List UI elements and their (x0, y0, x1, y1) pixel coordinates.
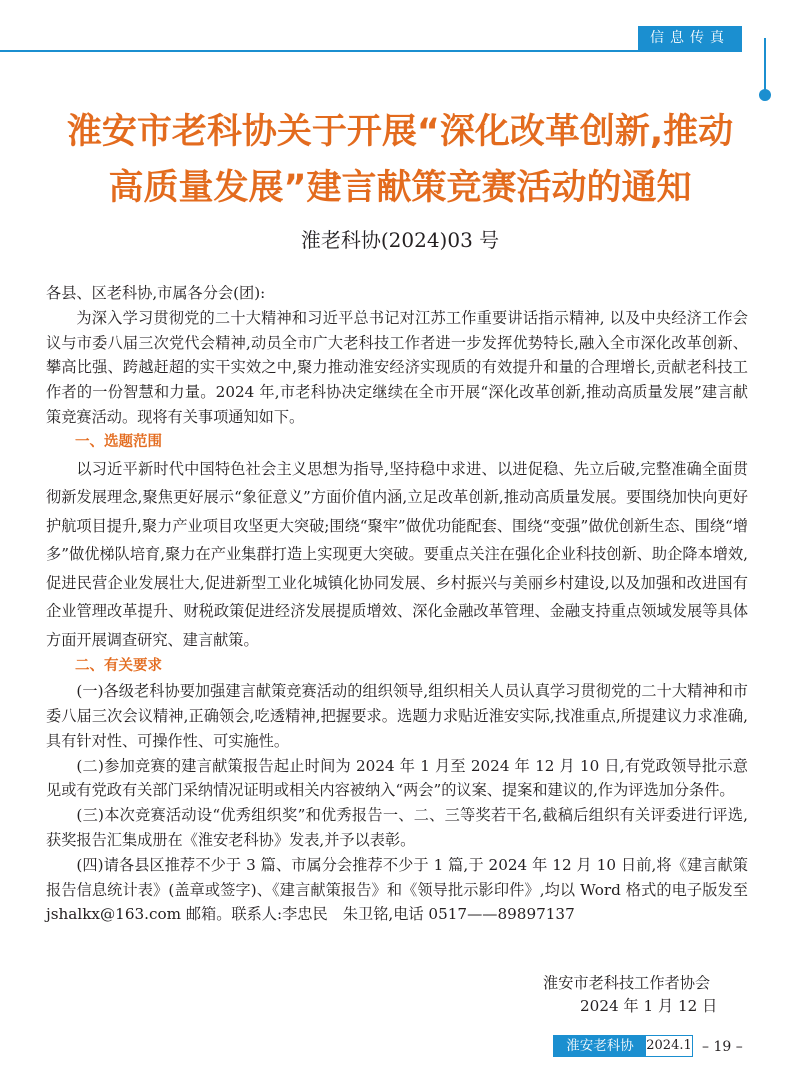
page-number: – 19 – (702, 1039, 743, 1055)
requirement-item-1: (一)各级老科协要加强建言献策竞赛活动的组织领导,组织相关人员认真学习贯彻党的二十大精神和市委八届三次会议精神,正确领会,吃透精神,把握要求。选题力求贴近淮安实际,找准重点,所提建议力求准确,具有针对性、可操作性、可实施性。 (46, 682, 748, 750)
header-rule (0, 50, 742, 52)
section-heading-topics: 一、选题范围 (75, 433, 162, 450)
footer-issue: 2024.1 (646, 1038, 692, 1053)
topics-paragraph: 以习近平新时代中国特色社会主义思想为指导,坚持稳中求进、以进促稳、先立后破,完整准确全面贯彻新发展理念,聚焦更好展示“象征意义”方面价值内涵,立足改革创新,推动高质量发展。要围绕加快向更好护航项目提升,聚力产业项目攻坚更大突破;围绕“聚牢”做优功能配套、围绕“变强”做优创新生态、围绕“增多”做优梯队培育,聚力在产业集群打造上实现更大突破。要重点关注在强化企业科技创新、助企降本增效,促进民营企业发展壮大,促进新型工业化城镇化协同发展、乡村振兴与美丽乡村建设,以及加强和改进国有企业管理改革提升、财税政策促进经济发展提质增效、深化金融改革管理、金融支持重点领域发展等具体方面开展调查研究、建言献策。 (46, 459, 748, 649)
section-heading-requirements: 二、有关要求 (75, 658, 162, 675)
requirement-item-3: (三)本次竞赛活动设“优秀组织奖”和优秀报告一、二、三等奖若干名,截稿后组织有关评委进行评选,获奖报告汇集成册在《淮安老科协》发表,并予以表彰。 (46, 806, 748, 850)
requirement-item-4: (四)请各县区推荐不少于 3 篇、市属分会推荐不少于 1 篇,于 2024 年 12 月 10 日前,将《建言献策报告信息统计表》(盖章或签字)、《建言献策报告》和《领导批示影印件》,均以 Word 格式的电子版发至 jshalkx@163.com 邮箱。联系人:李忠民 朱卫铭,电话 0517——89897137 (46, 855, 748, 924)
title-line-2: 高质量发展”建言献策竞赛活动的通知 (108, 168, 692, 208)
requirement-item-2: (二)参加竞赛的建言献策报告起止时间为 2024 年 1 月至 2024 年 12 月 10 日,有党政领导批示意见或有党政有关部门采纳情况证明或相关内容被纳入“两会”的议案、提案和建议的,作为评选加分条件。 (46, 756, 748, 800)
signature-organization: 淮安市老科技工作者协会 (543, 974, 711, 992)
article-title (40, 104, 760, 216)
section-tab: 信息传真 (638, 26, 742, 50)
salutation: 各县、区老科协,市属各分会(团): (46, 284, 266, 302)
document-number: 淮老科协(2024)03 号 (300, 228, 500, 252)
header-vertical-line (764, 38, 766, 94)
title-line-1: 淮安市老科协关于开展“深化改革创新,推动 (66, 112, 734, 152)
footer-magazine-badge (553, 1035, 693, 1057)
footer-magazine-name: 淮安老科协 (554, 1036, 646, 1056)
signature-date: 2024 年 1 月 12 日 (580, 997, 718, 1015)
intro-paragraph: 为深入学习贯彻党的二十大精神和习近平总书记对江苏工作重要讲话指示精神, 以及中央经济工作会议与市委八届三次党代会精神,动员全市广大老科技工作者进一步发挥优势特长,融入全市深化改革创新、攀高比强、跨越赶超的实干实效之中,聚力推动淮安经济实现质的有效提升和量的合理增长,贡献老科技工作者的一份智慧和力量。2024 年,市老科协决定继续在全市开展“深化改革创新,推动高质量发展”建言献策竞赛活动。现将有关事项通知如下。 (46, 308, 748, 426)
header-dot-icon (759, 89, 771, 101)
article-body (46, 281, 748, 927)
